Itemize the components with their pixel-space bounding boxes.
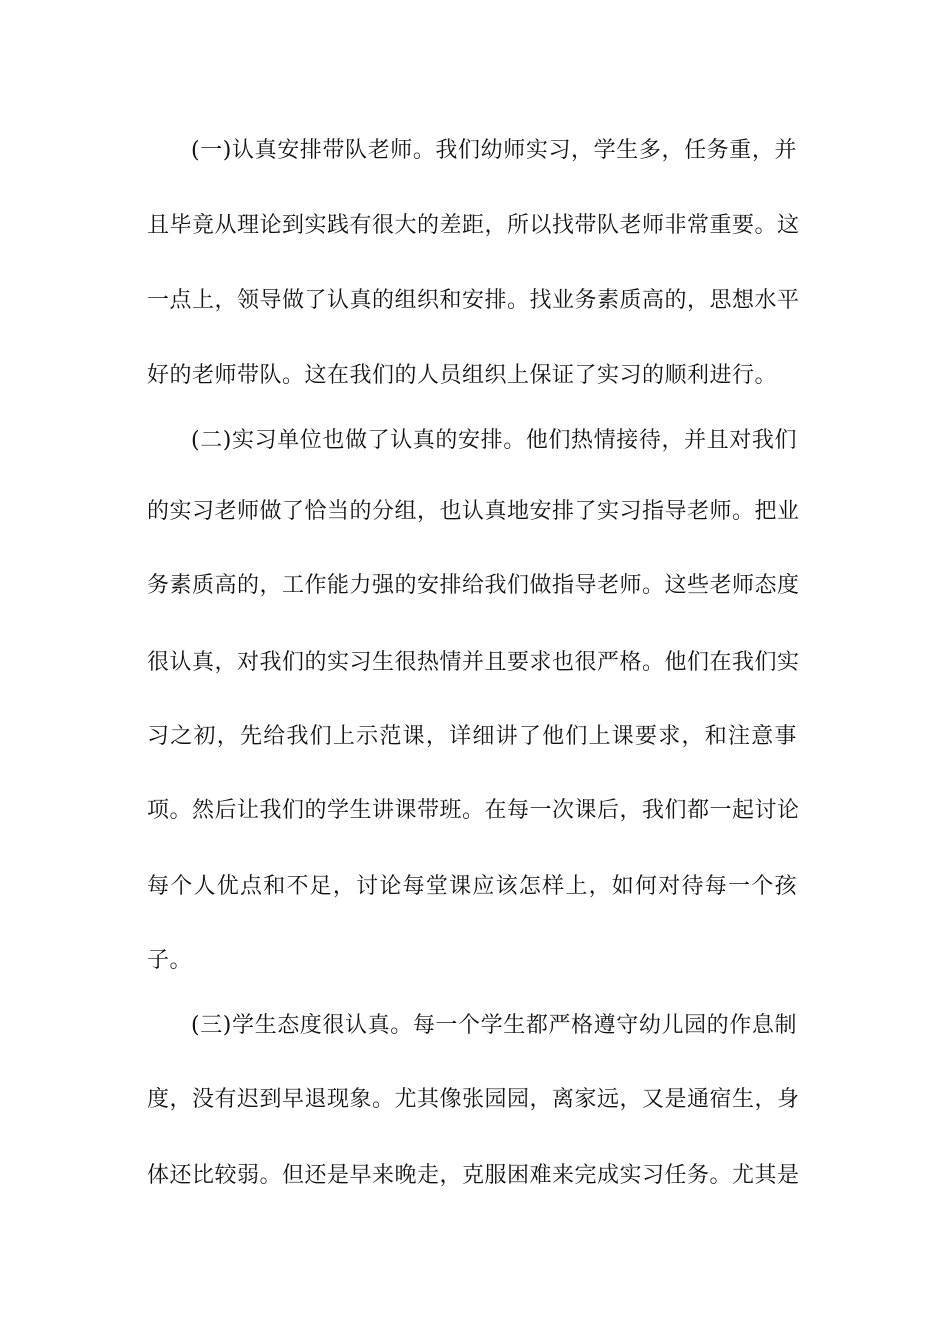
paragraph-2-line-5: 习之初，先给我们上示范课，详细讲了他们上课要求，和注意事 xyxy=(147,724,797,749)
paragraph-1-line-1: (一)认真安排带队老师。我们幼师实习，学生多，任务重，并 xyxy=(191,138,797,163)
paragraph-2-line-1: (二)实习单位也做了认真的安排。他们热情接待，并且对我们 xyxy=(191,428,797,453)
paragraph-3-line-1: (三)学生态度很认真。每一个学生都严格遵守幼儿园的作息制 xyxy=(191,1013,797,1038)
paragraph-2-line-7: 每个人优点和不足，讨论每堂课应该怎样上，如何对待每一个孩 xyxy=(147,874,797,899)
paragraph-1-line-3: 一点上，领导做了认真的组织和安排。找业务素质高的，思想水平 xyxy=(147,288,800,313)
paragraph-2-line-4: 很认真，对我们的实习生很热情并且要求也很严格。他们在我们实 xyxy=(147,650,800,675)
paragraph-2-line-6: 项。然后让我们的学生讲课带班。在每一次课后，我们都一起讨论 xyxy=(147,798,800,823)
paragraph-3-line-2: 度，没有迟到早退现象。尤其像张园园，离家远，又是通宿生，身 xyxy=(147,1087,800,1112)
paragraph-2-line-3: 务素质高的，工作能力强的安排给我们做指导老师。这些老师态度 xyxy=(147,573,800,598)
paragraph-2-line-2: 的实习老师做了恰当的分组，也认真地安排了实习指导老师。把业 xyxy=(147,499,800,524)
paragraph-1-line-4: 好的老师带队。这在我们的人员组织上保证了实习的顺利进行。 xyxy=(147,363,778,388)
paragraph-1-line-2: 且毕竟从理论到实践有很大的差距，所以找带队老师非常重要。这 xyxy=(147,213,800,238)
paragraph-2-line-8: 子。 xyxy=(147,948,193,973)
paragraph-3-line-3: 体还比较弱。但还是早来晚走，克服困难来完成实习任务。尤其是 xyxy=(147,1163,800,1188)
